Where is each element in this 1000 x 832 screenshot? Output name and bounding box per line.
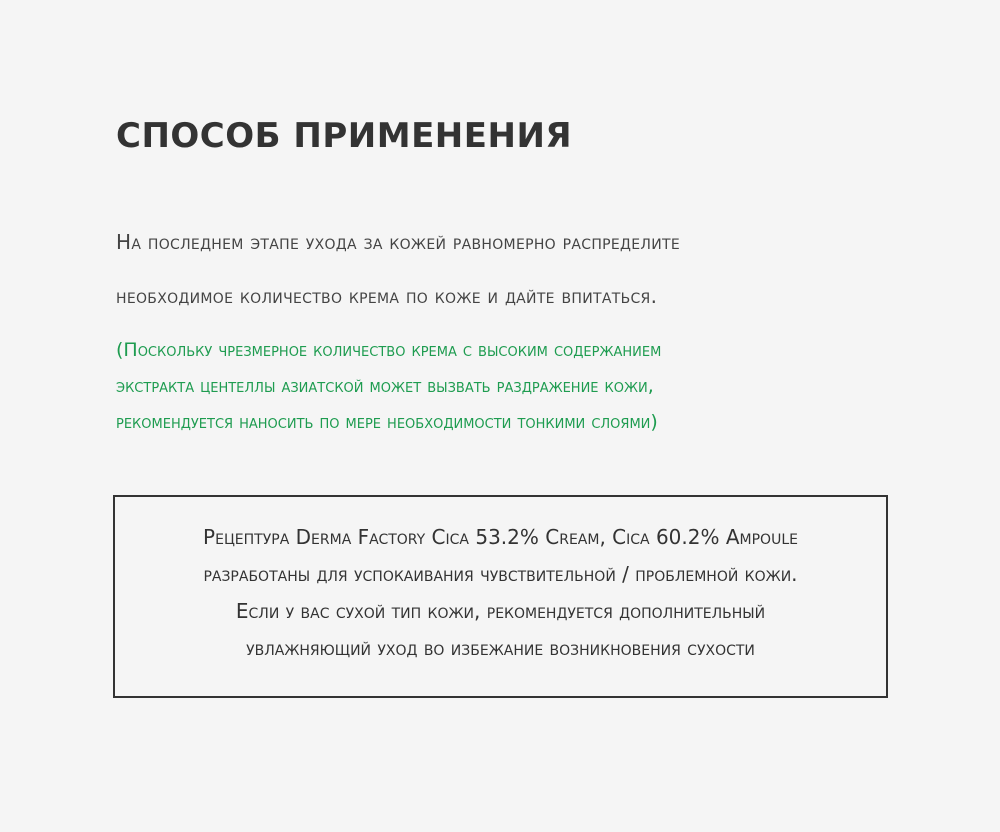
notice-line: Рецептура Derma Factory Cica 53.2% Cream, Cica 60.2% Ampoule: [203, 525, 798, 549]
instruction-line: На последнем этапе ухода за кожей равномерно распределите: [116, 230, 681, 254]
notice-text: [115, 519, 886, 667]
caution-line: (Поскольку чрезмерное количество крема с высоким содержанием: [116, 339, 662, 361]
notice-line: увлажняющий уход во избежание возникновения сухости: [246, 636, 755, 660]
notice-box: [113, 495, 888, 698]
caution-line: рекомендуется наносить по мере необходимости тонкими слоями): [116, 411, 658, 433]
caution-note: [116, 332, 936, 440]
instruction-line: необходимое количество крема по коже и дайте впитаться.: [116, 284, 658, 308]
notice-line: Если у вас сухой тип кожи, рекомендуется дополнительный: [235, 599, 766, 623]
usage-instructions: [116, 222, 916, 330]
notice-line: разработаны для успокаивания чувствительной / проблемной кожи.: [203, 562, 798, 586]
page-title: СПОСОБ ПРИМЕНЕНИЯ: [116, 116, 573, 156]
caution-line: экстракта центеллы азиатской может вызвать раздражение кожи,: [116, 375, 654, 397]
